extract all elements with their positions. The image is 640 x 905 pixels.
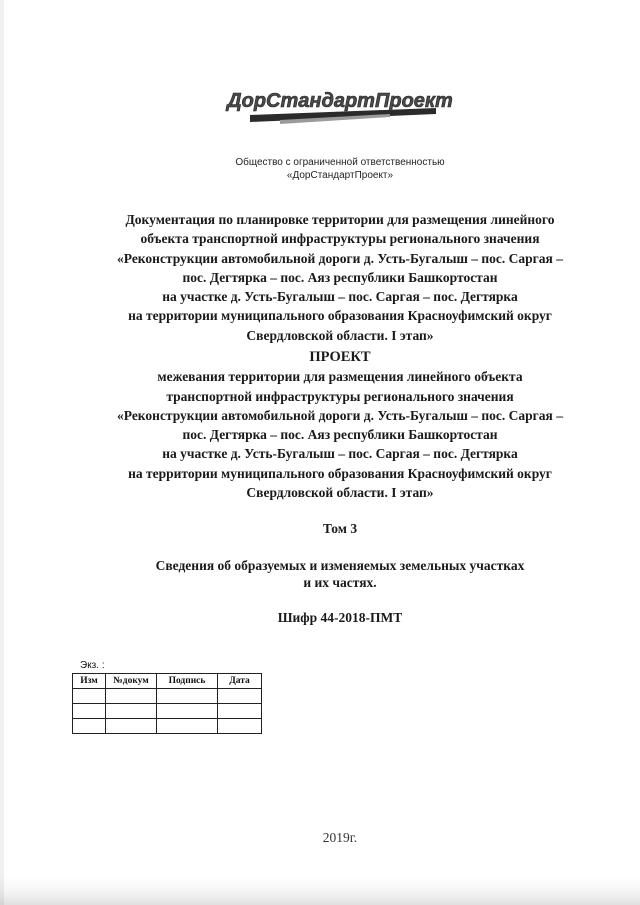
header-izm: Изм (73, 674, 106, 689)
table-row (73, 719, 262, 734)
header-signature: Подпись (157, 674, 218, 689)
project-line: Свердловской области. I этап» (246, 485, 434, 501)
header-date: Дата (218, 674, 262, 689)
table-cell (157, 704, 218, 719)
doc-title-line: на участке д. Усть-Бугалыш – пос. Саргая – пос. Дегтярка (162, 289, 518, 305)
table-cell (218, 689, 262, 704)
volume-number: Том 3 (322, 521, 358, 536)
project-heading: ПРОЕКТ (309, 349, 371, 365)
table-header-row (73, 674, 262, 689)
volume-title-line-2: и их частях. (303, 575, 377, 590)
project-line: транспортной инфраструктуры регионального значения (166, 388, 514, 404)
document-year: 2019г. (322, 830, 358, 845)
scan-bottom-shadow (0, 877, 640, 905)
doc-title-line: Свердловской области. I этап» (246, 327, 434, 343)
table-cell (73, 719, 106, 734)
table-cell (106, 689, 157, 704)
doc-title (70, 210, 610, 345)
table-cell (73, 704, 106, 719)
doc-title-line: на территории муниципального образования Красноуфимский округ (128, 308, 552, 324)
doc-title-line: Документация по планировке территории для размещения линейного (125, 212, 555, 227)
revision-table (72, 673, 262, 734)
project-line: на территории муниципального образования Красноуфимский округ (128, 465, 552, 481)
table-cell (106, 704, 157, 719)
doc-title-line: «Реконструкции автомобильной дороги д. Усть-Бугалыш – пос. Саргая – (117, 250, 563, 266)
doc-title-line: объекта транспортной инфраструктуры регионального значения (140, 231, 540, 247)
project-line: «Реконструкции автомобильной дороги д. Усть-Бугалыш – пос. Саргая – (117, 407, 563, 423)
project-block (70, 348, 610, 502)
table-cell (157, 719, 218, 734)
table-row (73, 704, 262, 719)
table-cell (73, 689, 106, 704)
company-line-2: «ДорСтандартПроект» (286, 170, 394, 181)
volume-title-line-1: Сведения об образуемых и изменяемых земельных участках (155, 558, 525, 573)
table-cell (218, 719, 262, 734)
document-code: Шифр 44-2018-ПМТ (277, 610, 403, 625)
table-cell (106, 719, 157, 734)
volume-title (70, 557, 610, 591)
copy-label: Экз. : (80, 660, 105, 671)
header-doc-number: №докум (106, 674, 157, 689)
scan-edge-shadow (0, 0, 4, 905)
table-cell (157, 689, 218, 704)
project-line: пос. Дегтярка – пос. Аяз республики Башкортостан (182, 427, 498, 443)
project-line: межевания территории для размещения линейного объекта (157, 369, 523, 385)
logo-text: ДорСтандартПроект (227, 90, 453, 112)
table-cell (218, 704, 262, 719)
doc-title-line: пос. Дегтярка – пос. Аяз республики Башкортостан (182, 269, 498, 285)
project-line: на участке д. Усть-Бугалыш – пос. Саргая – пос. Дегтярка (162, 446, 518, 462)
company-name (160, 156, 520, 182)
company-logo (227, 84, 453, 132)
table-row (73, 689, 262, 704)
company-line-1: Общество с ограниченной ответственностью (235, 157, 445, 168)
